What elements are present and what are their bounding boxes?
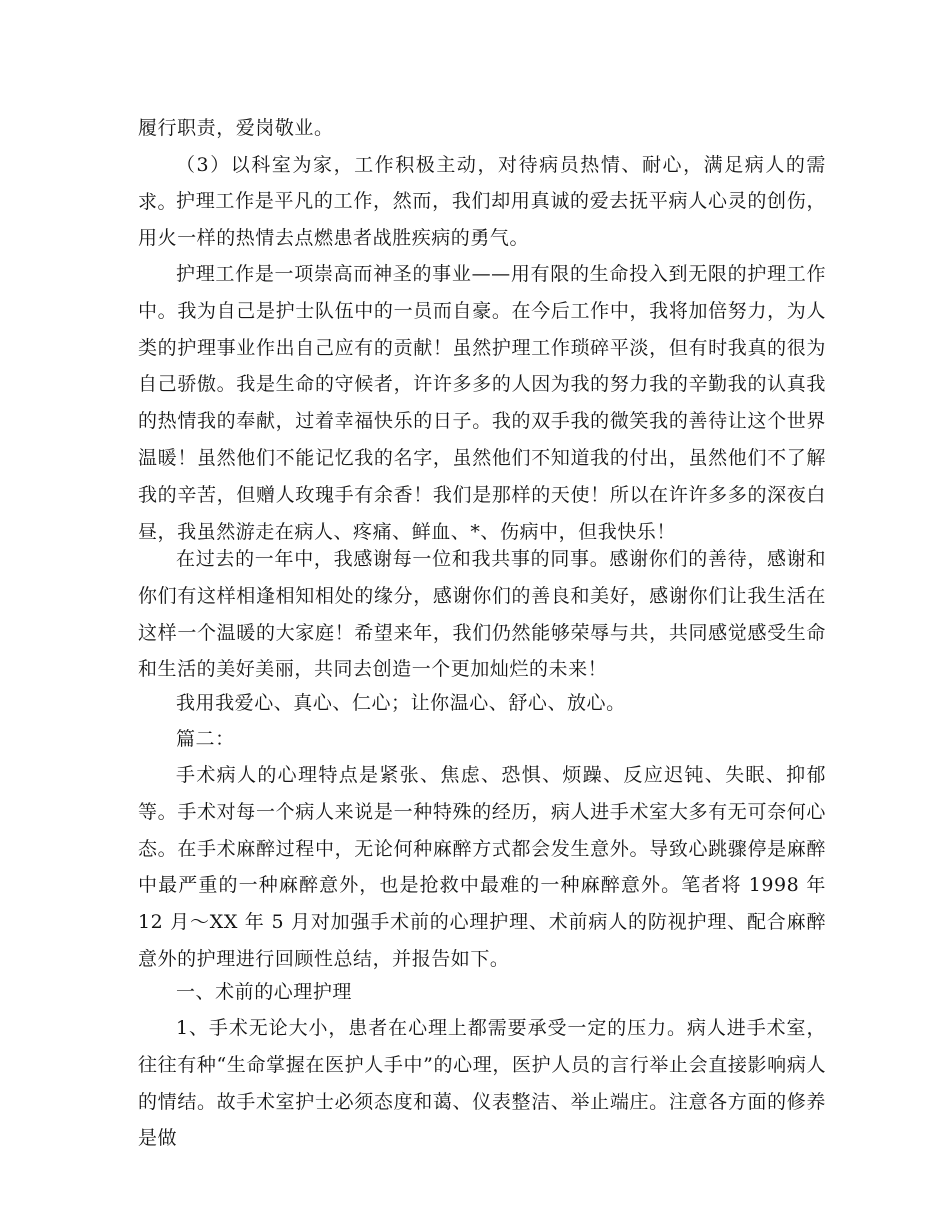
- paragraph-ordinary-work: 护理工作是平凡的工作，然而，我们却用真诚的爱去抚平病人心灵的创伤，用火一样的热情去点燃患者战胜疾病的勇气。: [138, 190, 826, 249]
- paragraph-point-1: 1、手术无论大小，患者在心理上都需要承受一定的压力。病人进手术室，往往有种“生命掌握在医护人手中”的心理，医护人员的言行举止会直接影响病人的情结。故手术室护士必须态度和蔼、仪表整洁、举止端庄。注意各方面的修养是做: [138, 1017, 826, 1150]
- section-heading-part-two: 篇二：: [176, 728, 235, 750]
- paragraph-item-3: （3）以科室为家，工作积极主动，对待病员热情、耐心，满足病人的需求。: [138, 154, 826, 213]
- paragraph-motto: 我用我爱心、真心、仁心；让你温心、舒心、放心。: [176, 692, 626, 714]
- paragraph-surgery-psychology: 手术病人的心理特点是紧张、焦虑、恐惧、烦躁、反应迟钝、失眠、抑郁等。手术对每一个病人来说是一种特殊的经历，病人进手术室大多有无可奈何心态。在手术麻醉过程中，无论何种麻醉方式都会发生意外。导致心跳骤停是麻醉中最严重的一种麻醉意外，也是抢救中最难的一种麻醉意外。笔者将 1998 年 12 月～XX 年 5 月对加强手术前的心理护理、术前病人的防视护理、配合麻醉意外的护理进行回顾性总结，并报告如下。: [138, 764, 826, 970]
- paragraph-thanks-colleagues: 在过去的一年中，我感谢每一位和我共事的同事。感谢你们的善待，感谢和你们有这样相逢相知相处的缘分，感谢你们的善良和美好，感谢你们让我生活在这样一个温暖的大家庭！希望来年，我们仍然能够荣辱与共，共同感觉感受生命和生活的美好美丽，共同去创造一个更加灿烂的未来！: [138, 548, 826, 681]
- paragraph-noble-career: 护理工作是一项崇高而神圣的事业——用有限的生命投入到无限的护理工作中。我为自己是护士队伍中的一员而自豪。在今后工作中，我将加倍努力，为人类的护理事业作出自己应有的贡献！虽然护理工作琐碎平淡，但有时我真的很为自己骄傲。我是生命的守候者，许许多多的人因为我的努力我的辛勤我的认真我的热情我的奉献，过着幸福快乐的日子。我的双手我的微笑我的善待让这个世界温暖！虽然他们不能记忆我的名字，虽然他们不知道我的付出，虽然他们不了解我的辛苦，但赠人玫瑰手有余香！我们是那样的天使！所以在许许多多的深夜白昼，我虽然游走在病人、疼痛、鲜血、*、伤病中，但我快乐！: [138, 263, 826, 543]
- paragraph-continuation: 履行职责，爱岗敬业。: [138, 117, 334, 139]
- section-heading-preop-care: 一、术前的心理护理: [176, 981, 352, 1003]
